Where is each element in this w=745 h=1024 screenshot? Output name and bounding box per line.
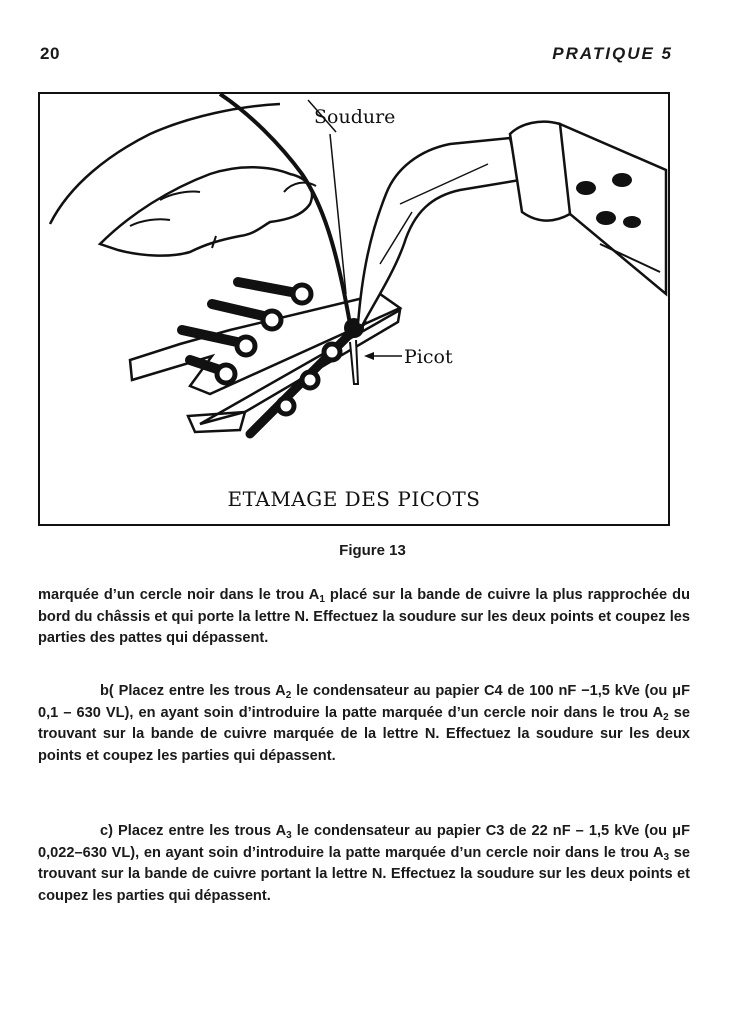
iron-vent (623, 216, 641, 228)
paragraph-c: c) Placez entre les trous $A_3$ le condensateur au papier C3 de 22 nF – 1,5 kVe (ou μF 0,022–630 VL), en ayant soin d’introduire la patte marquée d’un cercle noir dans le trou $A_3$ se trouvant sur la bande de cuivre portant la lettre N. Effectuez la soudure sur les deux points et coupez les parties qui dépassent. (38, 823, 690, 904)
solder-eyelet (263, 311, 281, 329)
label-picot: Picot (404, 346, 453, 368)
label-soudure: Soudure (314, 106, 396, 128)
iron-vent (576, 181, 596, 195)
soldering-iron (358, 138, 520, 326)
soldering-illustration (40, 94, 668, 474)
solder-eyelet (217, 365, 235, 383)
solder-eyelet (237, 337, 255, 355)
paragraph-b: b( Placez entre les trous $A_2$ le condensateur au papier C4 de 100 nF −1,5 kVe (ou μF 0,1 – 630 VL), en ayant soin d’introduire la patte marquée d’un cercle noir dans le trou $A_2$ se trouvant sur la bande de cuivre marquée de la lettre N. Effectuez la soudure sur les deux points et coupez les parties qui dépassent. (38, 683, 691, 764)
paragraph-a: marquée d’un cercle noir dans le trou $A_1$ placé sur la bande de cuivre la plus rapprochée du bord du châssis et qui porte la lettre N. Effectuez la soudure sur les deux points et coupez les parties des pattes qui dépassent. (38, 587, 691, 647)
running-title: PRATIQUE 5 (552, 44, 673, 63)
solder-eyelet (293, 285, 311, 303)
solder-eyelet (278, 398, 294, 414)
figure-frame (38, 92, 670, 526)
picot-pin (350, 340, 358, 384)
figure-caption: Figure 13 (339, 542, 406, 559)
iron-vent (596, 211, 616, 225)
figure-inner-caption: ETAMAGE DES PICOTS (227, 487, 481, 511)
iron-vent (612, 173, 632, 187)
hand (100, 167, 312, 255)
solder-eyelet (302, 372, 318, 388)
solder-eyelet (324, 344, 340, 360)
page-number: 20 (40, 44, 60, 63)
